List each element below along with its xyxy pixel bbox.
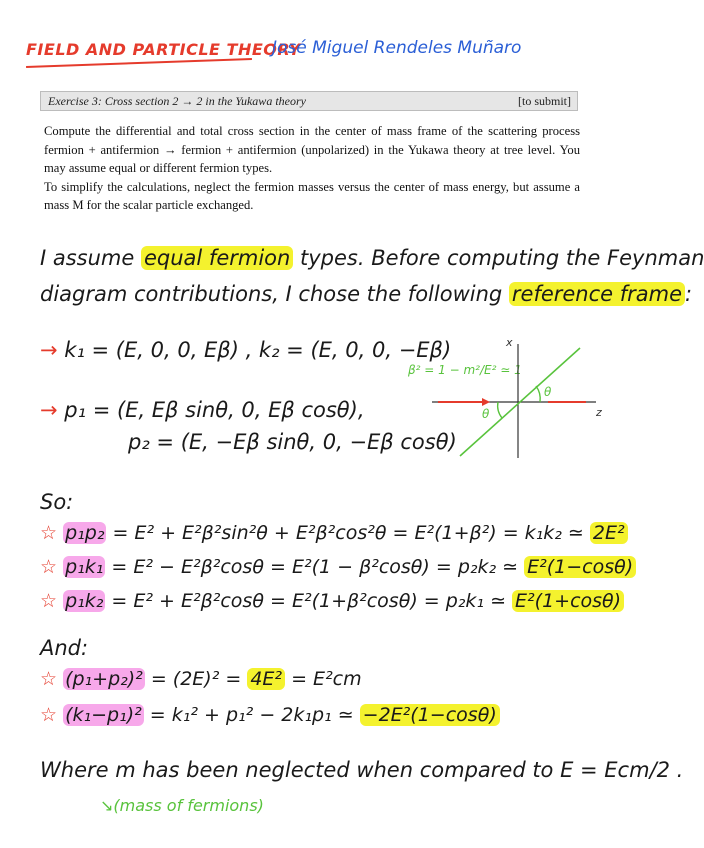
p2-momentum-line: p₂ = (E, −Eβ sinθ, 0, −Eβ cosθ) (128, 430, 457, 454)
star-icon: ☆ (40, 522, 64, 544)
highlight-equal-fermion: equal fermion (141, 246, 293, 270)
exercise-status: [to submit] (518, 94, 571, 108)
highlight-p1k2: p₁k₂ (65, 590, 104, 612)
highlight-2E2: 2E² (590, 522, 628, 544)
k-momenta-line: → k₁ = (E, 0, 0, Eβ) , k₂ = (E, 0, 0, −Eβ) (40, 338, 452, 362)
incoming-arrow-left-head (482, 398, 490, 406)
star-icon: ☆ (40, 704, 64, 726)
highlight-4E2: 4E² (247, 668, 285, 690)
intro-line-2: diagram contributions, I chose the following reference frame : (40, 282, 693, 306)
so-label: So: (40, 490, 74, 514)
equation-s: ☆ (p₁+p₂)² = (2E)² = 4E² = E²cm (40, 668, 362, 690)
equation-p1k1: ☆ p₁k₁ = E² − E²β²cosθ = E²(1 − β²cosθ) = p₂k₂ ≃ E²(1−cosθ) (40, 556, 636, 578)
theta-left-label: θ (482, 407, 490, 421)
author-name: José Miguel Rendeles Muñaro (272, 38, 522, 58)
exercise-title: Exercise 3: Cross section 2 → 2 in the Yukawa theory (48, 94, 306, 108)
exercise-paragraph-2: To simplify the calculations, neglect the fermion masses versus the center of mass energy, but assume a mass M for the scalar particle exchanged. (44, 179, 580, 212)
highlight-E2-1-minus-cos: E²(1−cosθ) (524, 556, 636, 578)
z-axis-label: z (596, 406, 602, 419)
highlight-p1p2: p₁p₂ (65, 522, 105, 544)
highlight-E2-1-plus-cos: E²(1+cosθ) (512, 590, 624, 612)
star-icon: ☆ (40, 556, 64, 578)
exercise-statement (44, 122, 580, 215)
exercise-paragraph-1: Compute the differential and total cross section in the center of mass frame of the scattering process fermion + antifermion → fermion + antifermion (unpolarized) in the Yukawa theory at tree level. You may assume equal or different fermion types. (44, 124, 580, 175)
angle-arc-right (536, 386, 540, 402)
equation-t: ☆ (k₁−p₁)² = k₁² + p₁² − 2k₁p₁ ≃ −2E²(1−cosθ) (40, 704, 500, 726)
intro-line-1: I assume equal fermion types. Before computing the Feynman (40, 246, 704, 270)
x-axis-label: x (506, 336, 513, 349)
highlight-p1k1: p₁k₁ (65, 556, 104, 578)
highlight-k1-minus-p1: (k₁−p₁)² (65, 704, 142, 726)
bullet-arrow-icon: → (40, 398, 65, 422)
star-icon: ☆ (40, 668, 64, 690)
theta-right-label: θ (544, 385, 552, 399)
course-title: FIELD AND PARTICLE THEORY (26, 40, 301, 59)
beta-relation: β² = 1 − m²/E² ≃ 1 (408, 363, 522, 377)
angle-arc-left (498, 402, 502, 418)
p1-momentum-line: → p₁ = (E, Eβ sinθ, 0, Eβ cosθ), (40, 398, 365, 422)
equation-p1p2: ☆ p₁p₂ = E² + E²β²sin²θ + E²β²cos²θ = E²(1+β²) = k₁k₂ ≃ 2E² (40, 522, 628, 544)
star-icon: ☆ (40, 590, 64, 612)
exercise-header (40, 91, 578, 111)
highlight-p1-plus-p2: (p₁+p₂)² (65, 668, 143, 690)
equation-p1k2: ☆ p₁k₂ = E² + E²β²cosθ = E²(1+β²cosθ) = p₂k₁ ≃ E²(1+cosθ) (40, 590, 624, 612)
and-label: And: (40, 636, 89, 660)
where-note: Where m has been neglected when compared to E = Ecm/2 . (40, 758, 684, 782)
reference-frame-diagram (410, 330, 610, 460)
highlight-minus-2E2: −2E²(1−cosθ) (360, 704, 500, 726)
course-title-underline (26, 58, 252, 68)
highlight-reference-frame: reference frame (509, 282, 685, 306)
bullet-arrow-icon: → (40, 338, 65, 362)
mass-note: ↘(mass of fermions) (100, 796, 264, 815)
